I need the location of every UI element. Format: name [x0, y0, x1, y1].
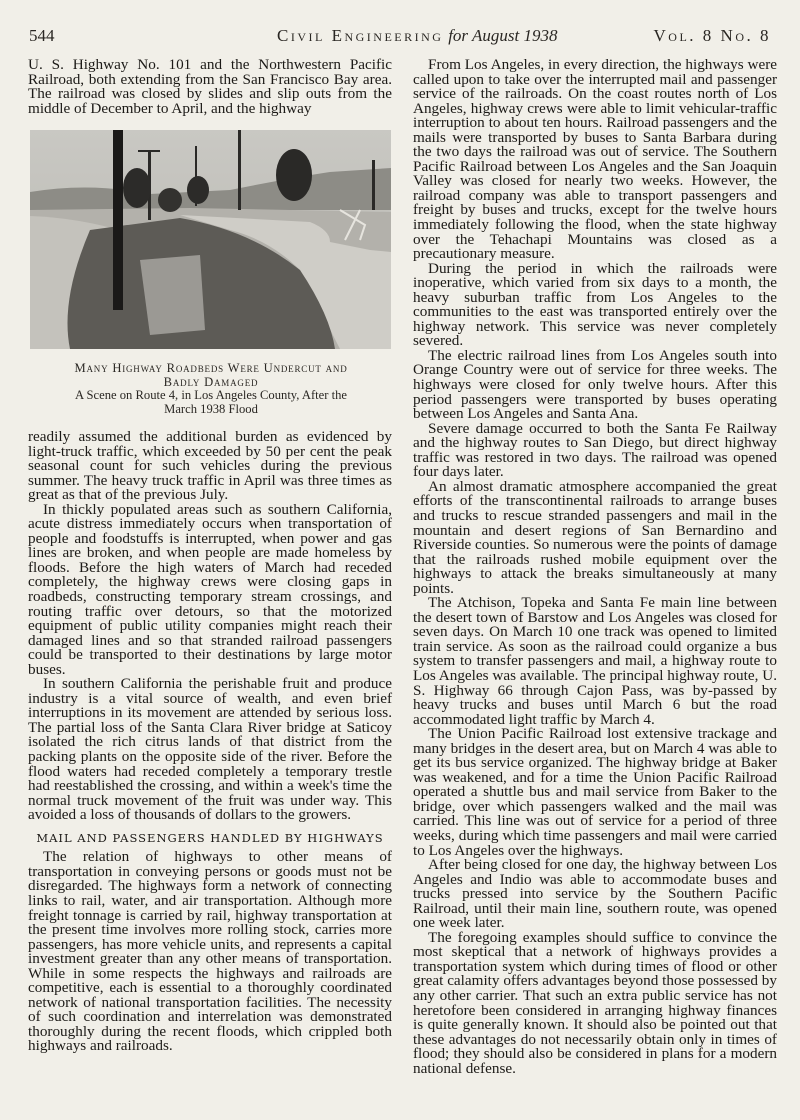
running-header [29, 26, 771, 48]
caption-title: Badly Damaged [163, 374, 259, 389]
utility-pole [238, 130, 241, 210]
paragraph: The Union Pacific Railroad lost extensive trackage and many bridges in the desert area, but on March 4 was able to get its bus service organized. The highway bridge at Baker was weakened, and for a time the Union Pacific Railroad operated a shuttle bus and mail service from Baker to the bridge, over which passengers walked and the mail was carried. This line was out of service for a period of three weeks, during which time passengers and mail were carried to Los Angeles over the highways. [413, 725, 777, 859]
paragraph: U. S. Highway No. 101 and the Northwestern Pacific Railroad, both extending from the San Francisco Bay area. The railroad was closed by slides and slip outs from the middle of December to April, and the highway [28, 56, 392, 117]
right-column [413, 58, 777, 1076]
tree [123, 168, 151, 208]
caption-title: Many Highway Roadbeds Were Undercut and [74, 361, 348, 375]
journal-name: Civil Engineering [277, 26, 444, 45]
paragraph: readily assumed the additional burden as evidenced by light-truck traffic, which exceeded by 50 per cent the peak seasonal count for such vehicles during the previous summer. The heavy truck traffic in April was three times as great as that of the previous July. [28, 428, 392, 504]
water-pool [140, 255, 205, 335]
volume-number: Vol. 8 No. 8 [653, 26, 771, 45]
tree [187, 176, 209, 204]
caption-subtitle: March 1938 Flood [164, 402, 258, 417]
paragraph: An almost dramatic atmosphere accompanied the great efforts of the transcontinental railroads to arrange buses and trucks to rescue stranded passengers and mail in the mountain and desert regions of San Bernardino and Riverside counties. So numerous were the points of damage that the railroads rushed mobile equipment over the highways to attack the breaks simultaneously at many points. [413, 477, 777, 597]
caption-subtitle: A Scene on Route 4, in Los Angeles County, After the [74, 388, 347, 403]
paragraph: The foregoing examples should suffice to convince the most skeptical that a network of highways provides a transportation system which during times of flood or other great calamity offers advantages beyond those possessed by any other carrier. That such an extra public service has not heretofore been considered in arranging highway finances is quite generally known. It should also be pointed out that these advantages do not necessarily obtain only in times of flood; they should also be considered in plans for a modern national defense. [413, 928, 777, 1077]
journal-title [277, 26, 557, 46]
journal-issue: for August 1938 [448, 26, 558, 45]
paragraph: The relation of highways to other means of transportation in conveying persons or goods must not be disregarded. The highways form a network of connecting links to rail, water, and air transportation. Although more freight tonnage is carried by rail, highway transportation at the present time involves more rolling stock, carries more passengers, has more vehicle units, and represents a capital investment greater than any other means of transportation. While in some respects the highways and railroads are competitive, each is essential to a thoroughly coordinated network of national transportation facilities. The necessity of such coordination and interrelation was demonstrated thoroughly during the recent floods, which crippled both highways and railroads. [28, 848, 392, 1055]
paragraph: In southern California the perishable fruit and produce industry is a vital source of wealth, and even brief interruptions in its movement are attended by serious loss. The partial loss of the Santa Clara River bridge at Saticoy isolated the rich citrus lands of that district from the packing plants on the opposite side of the river. Before the flood waters had receded completely a temporary trestle had reestablished the crossing, and within a week's time the normal truck movement of the fruit was under way. This avoided a loss of thousands of dollars to the growers. [28, 675, 392, 824]
figure-caption [28, 362, 394, 417]
section-heading: MAIL AND PASSENGERS HANDLED BY HIGHWAYS [36, 830, 384, 845]
tree [158, 188, 182, 212]
left-column-continued [28, 430, 392, 1054]
photo-illustration [30, 130, 391, 349]
utility-pole [372, 160, 375, 210]
utility-pole-crossbar [138, 150, 160, 152]
page-number: 544 [29, 26, 55, 45]
paragraph: The electric railroad lines from Los Angeles south into Orange Country were out of service for three weeks. The highways were closed for only twelve hours. After this period passengers were transported by buses operating between Los Angeles and Santa Ana. [413, 346, 777, 423]
flood-damage-photo [30, 130, 391, 349]
paragraph: Severe damage occurred to both the Santa Fe Railway and the highway routes to San Diego, but direct highway traffic was restored in two days. The railroad was opened four days later. [413, 419, 777, 481]
paragraph: During the period in which the railroads were inoperative, which varied from six days to a month, the heavy suburban traffic from Los Angeles to the communities to the east was transported entirely over the highway network. This service was never completely severed. [413, 259, 777, 350]
paragraph: From Los Angeles, in every direction, the highways were called upon to take over the interrupted mail and passenger service of the railroads. On the coast routes north of Los Angeles, highway crews were able to limit vehicular-traffic interruption to about ten hours. Railroad passengers and the mails were transported by buses to Santa Barbara during the two days the railroad was out of service. The Southern Pacific Railroad between Los Angeles and the San Joaquin Valley was closed for nearly two weeks. However, the railroad company was able to transport passengers and freight by buses and trucks, except for the twelve hours immediately following the flood, when the state highway over the Tehachapi Mountains was closed as a precautionary measure. [413, 56, 777, 263]
paragraph: After being closed for one day, the highway between Los Angeles and Indio was able to accommodate buses and trucks pressed into service by the Southern Pacific Railroad, until their main line, southern route, was opened one week later. [413, 856, 777, 932]
paragraph: The Atchison, Topeka and Santa Fe main line between the desert town of Barstow and Los Angeles was closed for seven days. On March 10 one track was opened to limited train service. As soon as the railroad could organize a bus system to transfer passengers and mail, a highway route to Los Angeles was available. The principal highway route, U. S. Highway 66 through Cajon Pass, was by-passed by heavy trucks and buses until March 6 but the road accommodated light traffic by March 4. [413, 594, 777, 728]
paragraph: In thickly populated areas such as southern California, acute distress immediately occurs when transportation of people and foodstuffs is interrupted, when power and gas lines are broken, and when people are made homeless by floods. Before the high waters of March had receded completely, the highway crews were closing gaps in roadbeds, constructing temporary stream crossings, and routing traffic over detours, so that the motorized equipment of public utility companies might reach their damaged lines and so that stranded railroad passengers could be transported to their destinations by large motor buses. [28, 500, 392, 678]
utility-pole [113, 130, 123, 310]
tree [276, 149, 312, 201]
